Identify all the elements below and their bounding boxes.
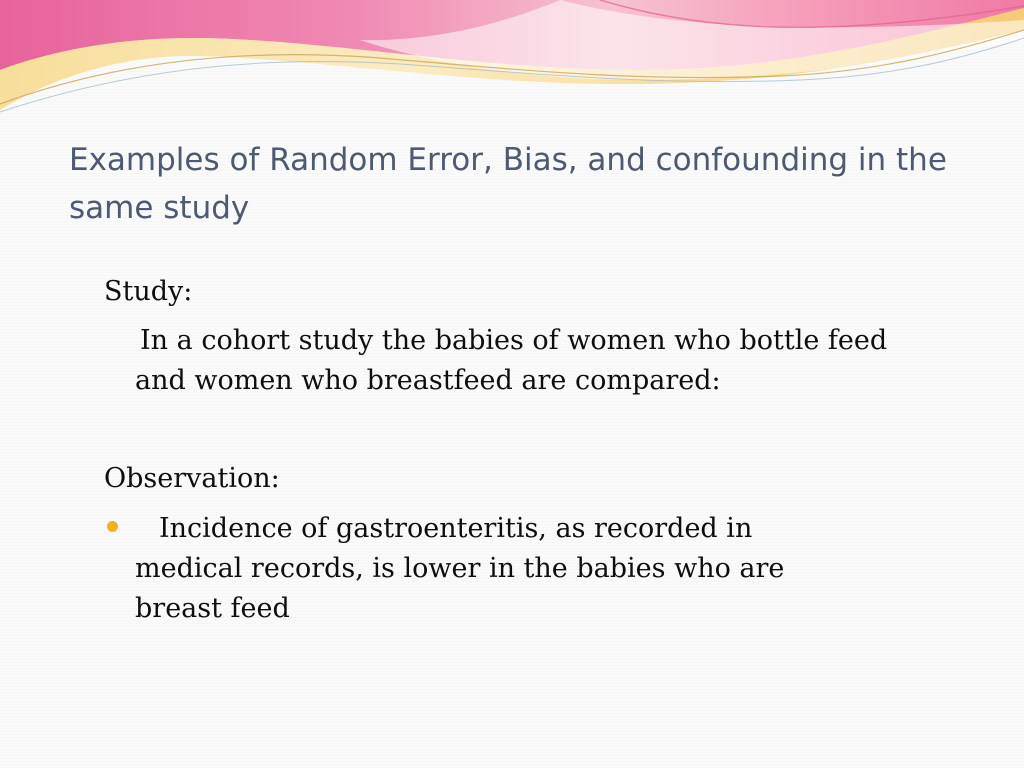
observation-label: Observation: (104, 463, 280, 494)
bullet-icon (107, 521, 118, 532)
observation-bullet: Incidence of gastroenteritis, as recorded in medical records, is lower in the babies who are breast feed (135, 513, 785, 624)
study-label: Study: (104, 276, 193, 307)
slide-title: Examples of Random Error, Bias, and confounding in the same study (69, 142, 947, 226)
study-description: In a cohort study the babies of women who bottle feed and women who breastfeed are compared: (135, 325, 888, 396)
decorative-header-waves (0, 0, 1024, 130)
